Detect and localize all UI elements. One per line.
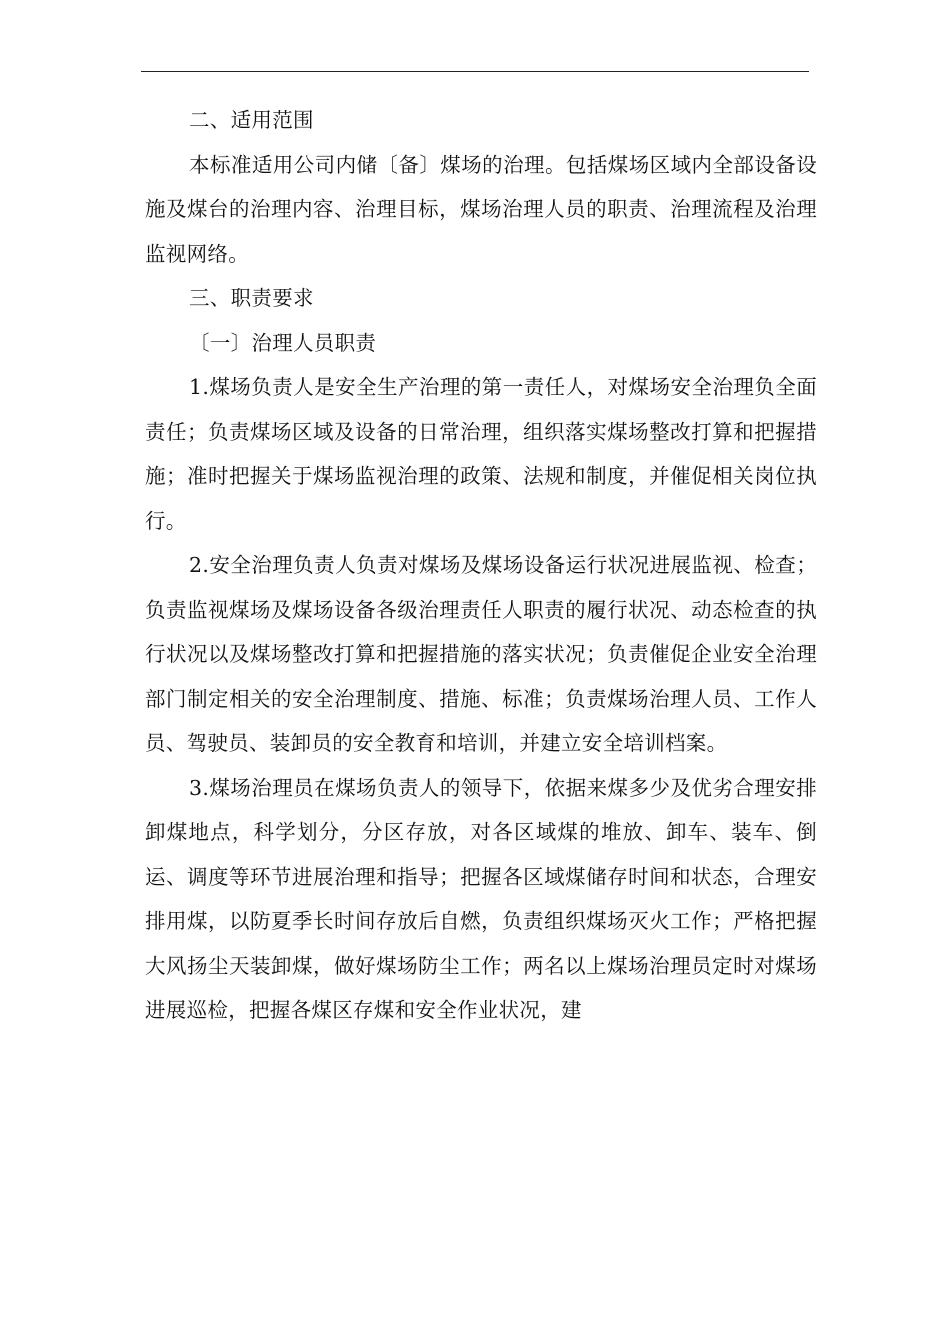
- duty-item-2: 2.安全治理负责人负责对煤场及煤场设备运行状况进展监视、检查；负责监视煤场及煤场设备各级治理责任人职责的履行状况、动态检查的执行状况以及煤场整改打算和把握措施的落实状况；负责催促企业安全治理部门制定相关的安全治理制度、措施、标准；负责煤场治理人员、工作人员、驾驶员、装卸员的安全教育和培训，并建立安全培训档案。: [145, 553, 817, 755]
- section-heading-scope: 二、适用范围: [189, 108, 314, 132]
- subsection-heading-staff-duties: 〔一〕治理人员职责: [189, 330, 377, 355]
- scope-paragraph: 本标准适用公司内储〔备〕煤场的治理。包括煤场区域内全部设备设施及煤台的治理内容、治理目标，煤场治理人员的职责、治理流程及治理监视网络。: [145, 152, 817, 266]
- section-heading-duties: 三、职责要求: [189, 286, 314, 310]
- duty-item-1: 1.煤场负责人是安全生产治理的第一责任人，对煤场安全治理负全面责任；负责煤场区域及设备的日常治理，组织落实煤场整改打算和把握措施；准时把握关于煤场监视治理的政策、法规和制度，并催促相关岗位执行。: [145, 375, 817, 533]
- duty-item-3: 3.煤场治理员在煤场负责人的领导下，依据来煤多少及优劣合理安排卸煤地点，科学划分，分区存放，对各区域煤的堆放、卸车、装车、倒运、调度等环节进展治理和指导；把握各区域煤储存时间和状态，合理安排用煤，以防夏季长时间存放后自燃，负责组织煤场灭火工作；严格把握大风扬尘天装卸煤，做好煤场防尘工作；两名以上煤场治理员定时对煤场进展巡检，把握各煤区存煤和安全作业状况，建: [145, 775, 817, 1022]
- document-body: [145, 98, 817, 1033]
- header-rule: [141, 71, 809, 72]
